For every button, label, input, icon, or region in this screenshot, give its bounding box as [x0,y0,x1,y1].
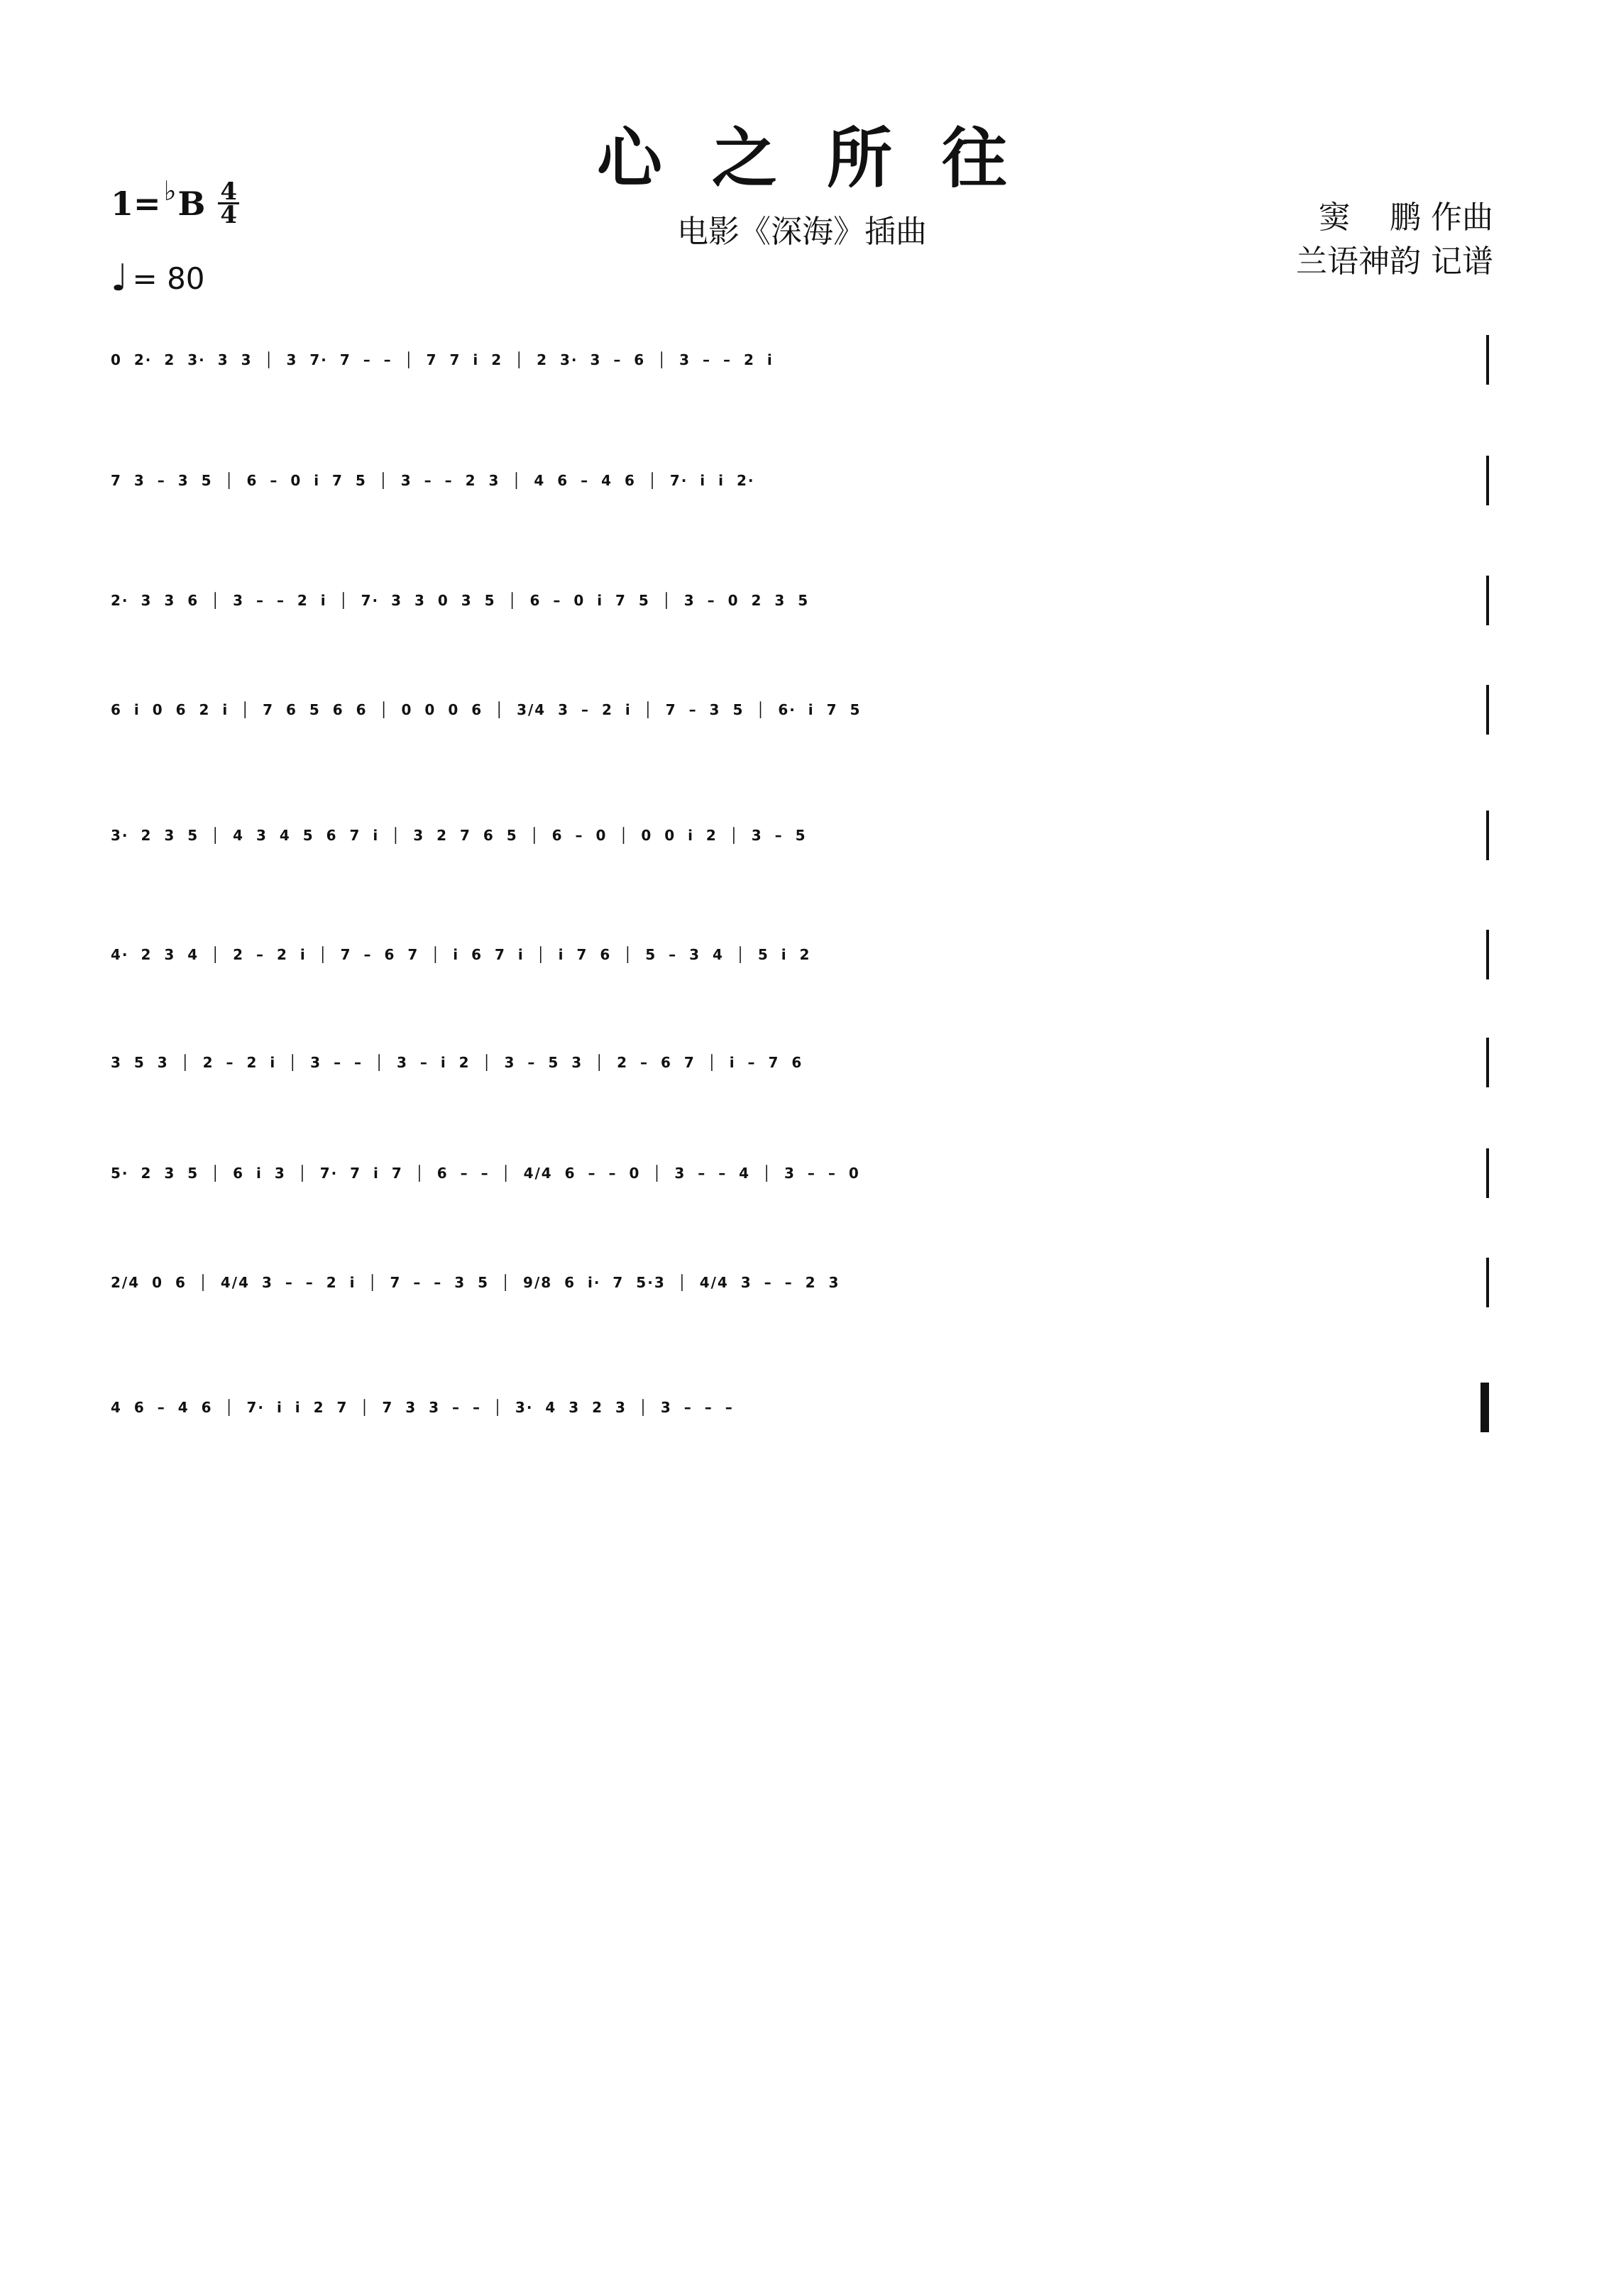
score-line-text: 3· 2 3 5 │ 4 3 4 5 6 7 i │ 3 2 7 6 5 │ 6 – 0 │ 0 0 i 2 │ 3 – 5 [111,827,807,844]
quarter-note-icon: ♩ [111,257,128,300]
flat-symbol: ♭ [163,175,177,207]
score-line-text: 7 3 – 3 5 │ 6 – 0 i 7 5 │ 3 – – 2 3 │ 4 6 – 4 6 │ 7· i i 2· [111,472,755,489]
score-line-9 [111,1251,1489,1314]
score-subtitle: 电影《深海》插曲 [677,214,927,250]
barline [1486,335,1489,385]
barline [1486,1038,1489,1087]
score-line-8 [111,1141,1489,1205]
score-line-6 [111,923,1489,987]
score-line-text: 2· 3 3 6 │ 3 – – 2 i │ 7· 3 3 0 3 5 │ 6 – 0 i 7 5 │ 3 – 0 2 3 5 [111,592,810,609]
score-line-7 [111,1031,1489,1094]
score-line-text: 6 i 0 6 2 i │ 7 6 5 6 6 │ 0 0 0 6 │ 3/4 3 – 2 i │ 7 – 3 5 │ 6· i 7 5 [111,701,862,718]
score-line-text: 4· 2 3 4 │ 2 – 2 i │ 7 – 6 7 │ i 6 7 i │ i 7 6 │ 5 – 3 4 │ 5 i 2 [111,946,811,963]
score-line-text: 3 5 3 │ 2 – 2 i │ 3 – – │ 3 – i 2 │ 3 – 5 3 │ 2 – 6 7 │ i – 7 6 [111,1054,803,1071]
composer-credit: 窦 鹏 作曲 [1319,199,1493,236]
key-label: 1= [111,184,161,223]
barline [1486,576,1489,625]
barline [1486,1148,1489,1198]
score-title: 心之所往 [596,120,1057,197]
tempo-value: = 80 [132,260,205,296]
transcriber-credit: 兰语神韵 记谱 [1296,243,1493,280]
score-line-1 [111,328,1489,392]
score-line-5 [111,803,1489,867]
barline [1486,811,1489,860]
time-signature [218,177,239,229]
tempo-marking [111,257,205,300]
key-signature [111,175,239,229]
time-signature-numerator: 4 [218,181,239,204]
score-line-text: 4 6 – 4 6 │ 7· i i 2 7 │ 7 3 3 – – │ 3· 4 3 2 3 │ 3 – – – [111,1399,734,1416]
score-line-text: 0 2· 2 3· 3 3 │ 3 7· 7 – – │ 7 7 i 2 │ 2 3· 3 – 6 │ 3 – – 2 i [111,351,774,368]
score-line-text: 5· 2 3 5 │ 6 i 3 │ 7· 7 i 7 │ 6 – – │ 4/4 6 – – 0 │ 3 – – 4 │ 3 – – 0 [111,1165,860,1182]
barline [1486,1258,1489,1307]
score-line-2 [111,449,1489,512]
barline [1486,685,1489,735]
score-line-text: 2/4 0 6 │ 4/4 3 – – 2 i │ 7 – – 3 5 │ 9/8 6 i· 7 5·3 │ 4/4 3 – – 2 3 [111,1274,840,1291]
score-line-10 [111,1375,1489,1439]
final-barline [1481,1383,1489,1432]
barline [1486,456,1489,505]
time-signature-denominator: 4 [220,201,238,229]
barline [1486,930,1489,979]
key-note: B [177,184,206,223]
score-line-4 [111,678,1489,742]
score-line-3 [111,568,1489,632]
